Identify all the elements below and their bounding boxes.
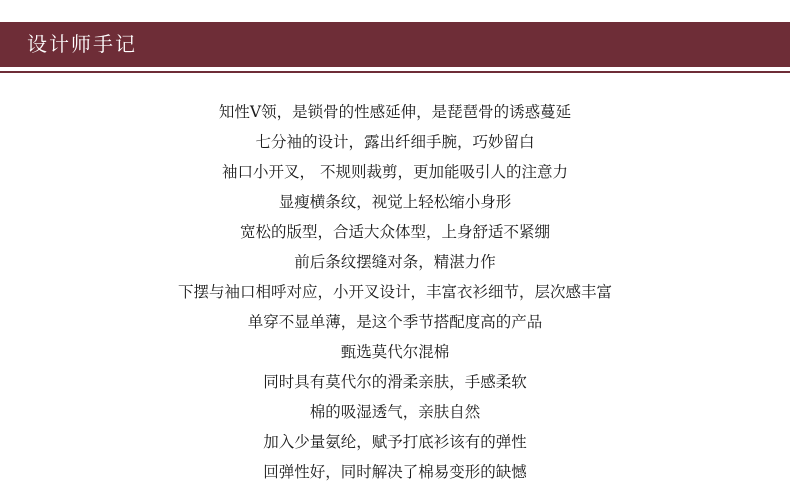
note-line: 前后条纹摆缝对条，精湛力作	[294, 253, 496, 271]
note-line: 袖口小开叉， 不规则裁剪，更加能吸引人的注意力	[222, 163, 568, 181]
header-banner	[0, 22, 790, 67]
note-line: 宽松的版型，合适大众体型，上身舒适不紧绷	[239, 223, 550, 241]
header-divider	[0, 71, 790, 73]
designer-notes-list	[0, 97, 790, 487]
note-line: 显瘦横条纹，视觉上轻松缩小身形	[278, 193, 512, 211]
note-line: 同时具有莫代尔的滑柔亲肤，手感柔软	[263, 373, 527, 391]
page-title: 设计师手记	[27, 32, 137, 56]
note-line: 加入少量氨纶，赋予打底衫该有的弹性	[263, 433, 527, 451]
note-line: 单穿不显单薄，是这个季节搭配度高的产品	[247, 313, 543, 331]
note-line: 棉的吸湿透气，亲肤自然	[309, 403, 481, 421]
note-line: 回弹性好，同时解决了棉易变形的缺憾	[263, 463, 527, 481]
note-line: 七分袖的设计，露出纤细手腕，巧妙留白	[255, 133, 535, 151]
note-line: 知性V领，是锁骨的性感延伸，是琵琶骨的诱惑蔓延	[218, 103, 572, 121]
note-line: 甄选莫代尔混棉	[340, 343, 450, 361]
note-line: 下摆与袖口相呼对应，小开叉设计，丰富衣衫细节，层次感丰富	[177, 283, 612, 301]
